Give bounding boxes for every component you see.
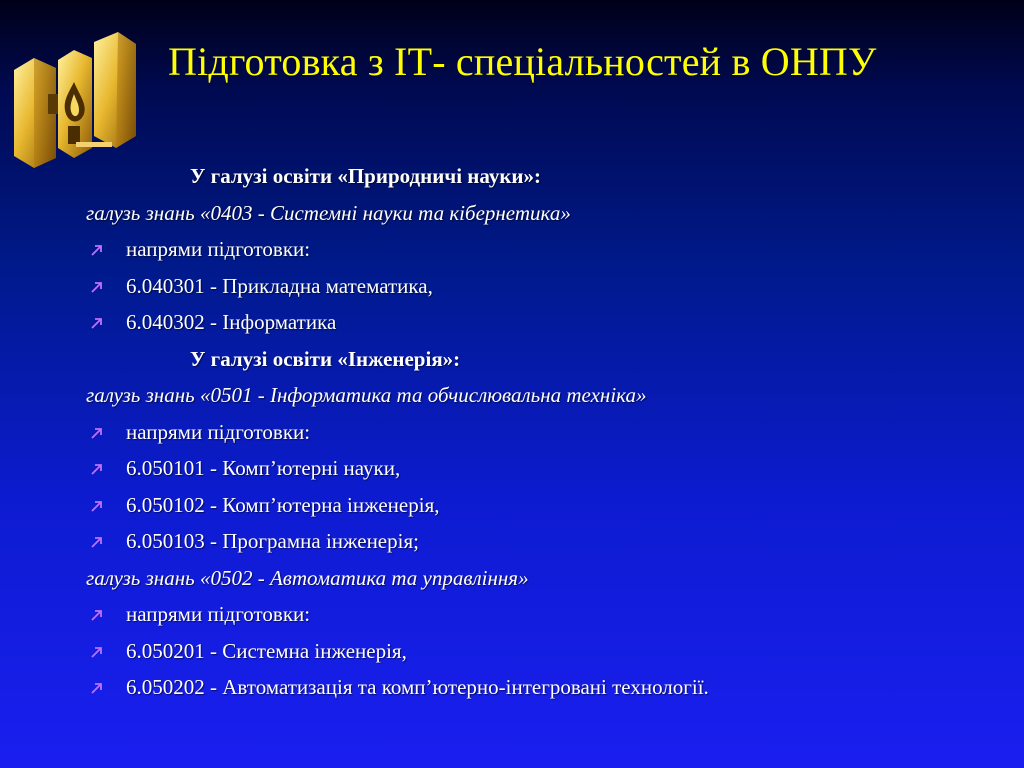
list-item xyxy=(0,523,1024,560)
field-0501: галузь знань «0501 - Інформатика та обчислювальна техніка» xyxy=(86,383,647,407)
arrow-bullet-icon xyxy=(90,450,104,486)
list-item xyxy=(0,414,1024,451)
list-item-text: 6.050201 - Системна інженерія, xyxy=(126,638,407,663)
list-item xyxy=(0,669,1024,706)
arrow-bullet-icon xyxy=(90,414,104,450)
list-item-text: 6.050102 - Комп’ютерна інженерія, xyxy=(126,492,440,517)
list-item xyxy=(0,450,1024,487)
arrow-bullet-icon xyxy=(90,596,104,632)
list-item-text: 6.050202 - Автоматизація та комп’ютерно-інтегровані технології. xyxy=(126,675,709,699)
list-item-text: напрями підготовки: xyxy=(126,419,311,444)
university-emblem-icon xyxy=(10,30,142,170)
arrow-bullet-icon xyxy=(90,669,104,705)
list-item-text: 6.050103 - Програмна інженерія; xyxy=(126,529,419,553)
list-item-text: напрями підготовки: xyxy=(126,602,311,626)
list-item-text: 6.040301 - Прикладна математика, xyxy=(126,273,433,298)
arrow-bullet-icon xyxy=(90,633,104,669)
arrow-bullet-icon xyxy=(90,304,104,340)
section-heading-engineering: У галузі освіти «Інженерія»: xyxy=(190,346,461,371)
section-heading-natural-sciences: У галузі освіти «Природничі науки»: xyxy=(190,164,542,188)
list-item xyxy=(0,596,1024,633)
list-item-text: напрями підготовки: xyxy=(126,237,311,261)
list-item xyxy=(0,633,1024,670)
slide-title: Підготовка з ІТ- спеціальностей в ОНПУ xyxy=(168,39,877,84)
arrow-bullet-icon xyxy=(90,487,104,523)
arrow-bullet-icon xyxy=(90,523,104,559)
field-0502: галузь знань «0502 - Автоматика та управління» xyxy=(86,565,529,590)
list-item xyxy=(0,231,1024,268)
list-item-text: 6.040302 - Інформатика xyxy=(126,310,337,334)
list-item xyxy=(0,268,1024,305)
slide-content xyxy=(0,158,1024,706)
list-item xyxy=(0,304,1024,341)
field-0403: галузь знань «0403 - Системні науки та кібернетика» xyxy=(86,200,571,225)
list-item xyxy=(0,487,1024,524)
arrow-bullet-icon xyxy=(90,231,104,267)
list-item-text: 6.050101 - Комп’ютерні науки, xyxy=(126,456,401,480)
arrow-bullet-icon xyxy=(90,268,104,304)
